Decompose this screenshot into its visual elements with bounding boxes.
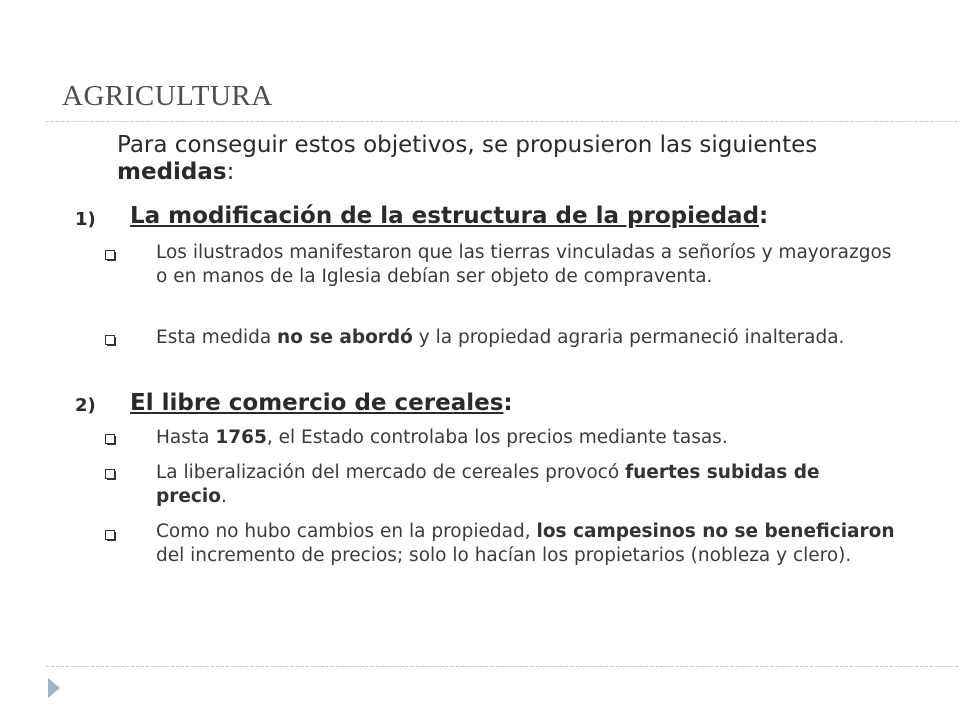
section-number-2: 2)	[75, 395, 96, 416]
checkbox-bullet-icon	[105, 469, 115, 479]
bullet-text: La liberalización del mercado de cereales provocó fuertes subidas de precio.	[156, 462, 820, 507]
bullet-text: Como no hubo cambios en la propiedad, los campesinos no se beneficiaron del incremento de precios; solo lo hacían los propietarios (nobleza y clero).	[156, 521, 895, 566]
bullet-text: Hasta 1765, el Estado controlaba los precios mediante tasas.	[156, 427, 728, 448]
intro-paragraph: Para conseguir estos objetivos, se propusieron las siguientes medidas:	[117, 132, 818, 185]
section-heading-2: El libre comercio de cereales:	[130, 390, 513, 416]
checkbox-bullet-icon	[105, 250, 115, 260]
checkbox-bullet-icon	[105, 530, 115, 540]
intro-bold: medidas	[117, 159, 227, 185]
bullet-text: Los ilustrados manifestaron que las tierras vinculadas a señoríos y mayorazgos o en manos de la Iglesia debían ser objeto de compraventa.	[156, 242, 892, 287]
section-heading-1: La modificación de la estructura de la propiedad:	[130, 203, 769, 229]
bottom-divider	[46, 666, 960, 667]
checkbox-bullet-icon	[105, 434, 115, 444]
section-number-1: 1)	[75, 209, 96, 230]
top-divider	[46, 121, 960, 122]
bullet-text: Esta medida no se abordó y la propiedad agraria permaneció inalterada.	[156, 327, 845, 348]
intro-text: Para conseguir estos objetivos, se propusieron las siguientes	[117, 132, 818, 158]
triangle-arrow-icon[interactable]	[48, 678, 60, 698]
slide-title: AGRICULTURA	[62, 80, 273, 112]
checkbox-bullet-icon	[105, 335, 115, 345]
